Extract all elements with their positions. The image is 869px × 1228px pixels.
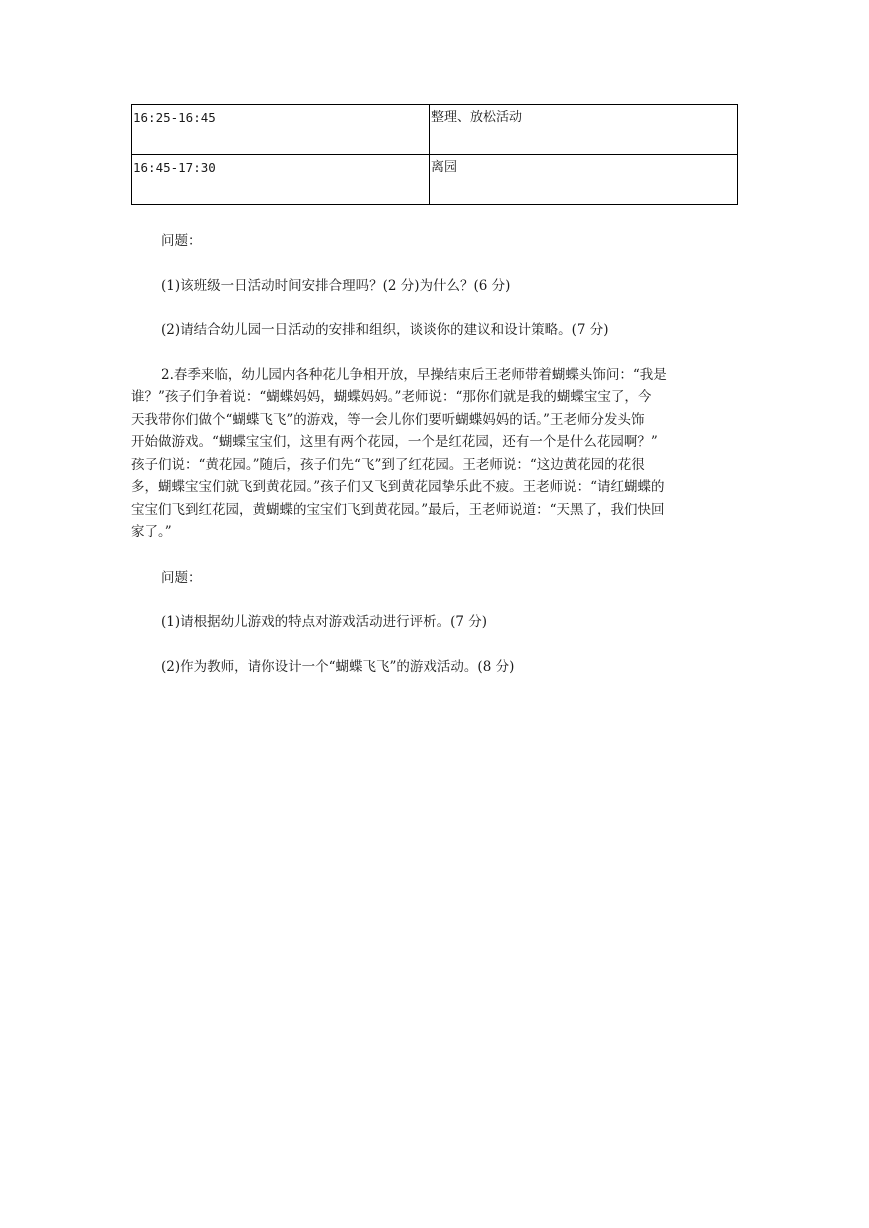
table-row bbox=[132, 105, 738, 155]
time-cell: 16:25-16:45 bbox=[132, 105, 430, 155]
paragraph-line: 家了。” bbox=[131, 524, 172, 540]
question-item: (2)作为教师，请你设计一个“蝴蝶飞飞”的游戏活动。(8 分) bbox=[161, 658, 515, 675]
question-item: (1)请根据幼儿游戏的特点对游戏活动进行评析。(7 分) bbox=[161, 614, 488, 630]
paragraph-line: 天我带你们做个“蝴蝶飞飞”的游戏，等一会儿你们要听蝴蝶妈妈的话。”王老师分发头饰 bbox=[131, 411, 645, 428]
paragraph-line: 谁？”孩子们争着说：“蝴蝶妈妈，蝴蝶妈妈。”老师说：“那你们就是我的蝴蝶宝宝了，今 bbox=[131, 389, 652, 405]
paragraph-line: 宝宝们飞到红花园，黄蝴蝶的宝宝们飞到黄花园。”最后，王老师说道：“天黑了，我们快回 bbox=[131, 501, 665, 518]
question-item: (1)该班级一日活动时间安排合理吗？(2 分)为什么？(6 分) bbox=[161, 277, 511, 294]
table-row bbox=[132, 155, 738, 205]
question-heading: 问题： bbox=[161, 569, 202, 586]
question-item: (2)请结合幼儿园一日活动的安排和组织，谈谈你的建议和设计策略。(7 分) bbox=[161, 322, 609, 338]
time-cell: 16:45-17:30 bbox=[132, 155, 430, 205]
paragraph-line: 多，蝴蝶宝宝们就飞到黄花园。”孩子们又飞到黄花园挚乐此不疲。王老师说：“请红蝴蝶的 bbox=[131, 479, 665, 495]
activity-cell: 整理、放松活动 bbox=[430, 105, 738, 155]
document-body bbox=[131, 230, 738, 678]
paragraph-line: 开始做游戏。“蝴蝶宝宝们，这里有两个花园，一个是红花园，还有一个是什么花园啊？” bbox=[131, 434, 658, 450]
activity-cell: 离园 bbox=[430, 155, 738, 205]
paragraph-line: 2.春季来临，幼儿园内各种花儿争相开放，早操结束后王老师带着蝴蝶头饰问：“我是 bbox=[161, 366, 667, 383]
schedule-table bbox=[131, 104, 738, 205]
case-paragraph bbox=[131, 364, 738, 544]
question-heading: 问题： bbox=[161, 233, 202, 249]
paragraph-line: 孩子们说：“黄花园。”随后，孩子们先“飞”到了红花园。王老师说：“这边黄花园的花很 bbox=[131, 456, 645, 473]
